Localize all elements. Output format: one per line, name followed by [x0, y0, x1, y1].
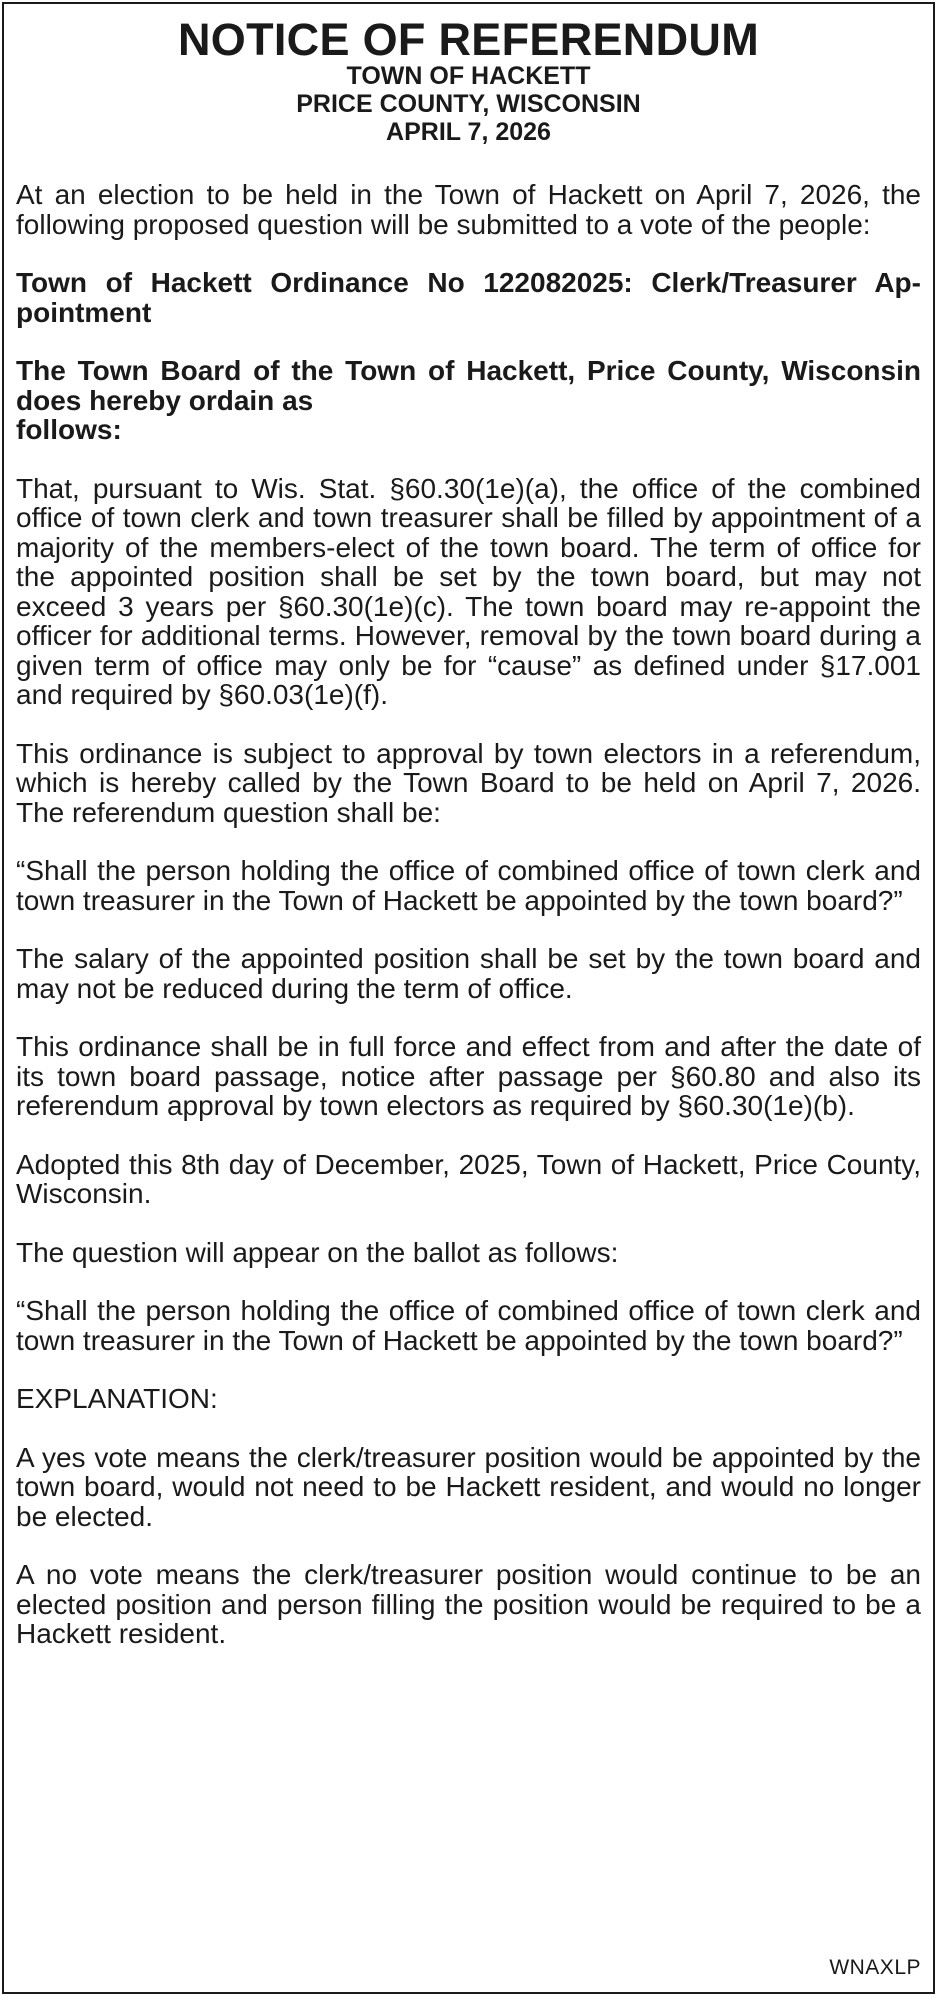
ballot-intro: The question will appear on the ballot as follows: — [16, 1236, 619, 1268]
referendum-notice — [2, 2, 935, 1994]
intro-paragraph: At an election to be held in the Town of Hackett on April 7, 2026, the following proposed question will be submitted to a vote of the people: — [16, 179, 921, 240]
subject-to-approval-paragraph: This ordinance is subject to approval by town electors in a referendum, which is hereby called by the Town Board to be held on April 7, 2026. The referendum question shall be: — [16, 737, 921, 828]
referendum-question-2: “Shall the person holding the office of combined office of town clerk and town treasurer in the Town of Hackett be appointed by the town board?” — [16, 1295, 921, 1356]
ordain-line-2: follows: — [16, 414, 122, 445]
notice-header — [16, 14, 921, 146]
footer-code: WNAXLP — [829, 1956, 921, 1979]
referendum-question-1: “Shall the person holding the office of combined office of town clerk and town treasurer in the Town of Hackett be appointed by the town board?” — [16, 855, 921, 916]
explanation-label: EXPLANATION: — [16, 1383, 218, 1414]
election-date: APRIL 7, 2026 — [386, 118, 551, 146]
salary-paragraph: The salary of the appointed position shall be set by the town board and may not be reduced during the term of office. — [16, 943, 921, 1004]
county-state: PRICE COUNTY, WISCONSIN — [296, 90, 641, 118]
ordinance-title: Town of Hackett Ordinance No 122082025: Clerk/Treasurer Appointment — [16, 267, 921, 328]
adopted-paragraph: Adopted this 8th day of December, 2025, Town of Hackett, Price County, Wisconsin. — [16, 1148, 921, 1209]
no-vote-explanation: A no vote means the clerk/treasurer position would continue to be an elected position and person filling the position would be required to be a Hackett resident. — [16, 1559, 921, 1649]
force-effect-paragraph: This ordinance shall be in full force and effect from and after the date of its town board passage, notice after passage per §60.80 and also its referendum approval by town electors as required by §60.30(1e)(b). — [16, 1031, 921, 1121]
pursuant-paragraph: That, pursuant to Wis. Stat. §60.30(1e)(a), the office of the combined office of town clerk and town treasurer shall be filled by appointment of a majority of the members-elect of the town board. The term of office for the appointed position shall be set by the town board, but may not exceed 3 years per §60.30(1e)(c). The town board may re-appoint the officer for additional terms. However, removal by the town board during a given term of office may only be for “cause” as defined under §17.001 and required by §60.03(1e)(f). — [16, 472, 921, 710]
ordain-line-1: The Town Board of the Town of Hackett, Price County, Wisconsin does hereby ordain as — [16, 355, 921, 416]
notice-title: NOTICE OF REFERENDUM — [177, 14, 759, 65]
ordain-statement — [16, 356, 921, 445]
town-name: TOWN OF HACKETT — [346, 62, 591, 90]
yes-vote-explanation: A yes vote means the clerk/treasurer position would be appointed by the town board, would not need to be Hackett resident, and would no longer be elected. — [16, 1441, 921, 1532]
